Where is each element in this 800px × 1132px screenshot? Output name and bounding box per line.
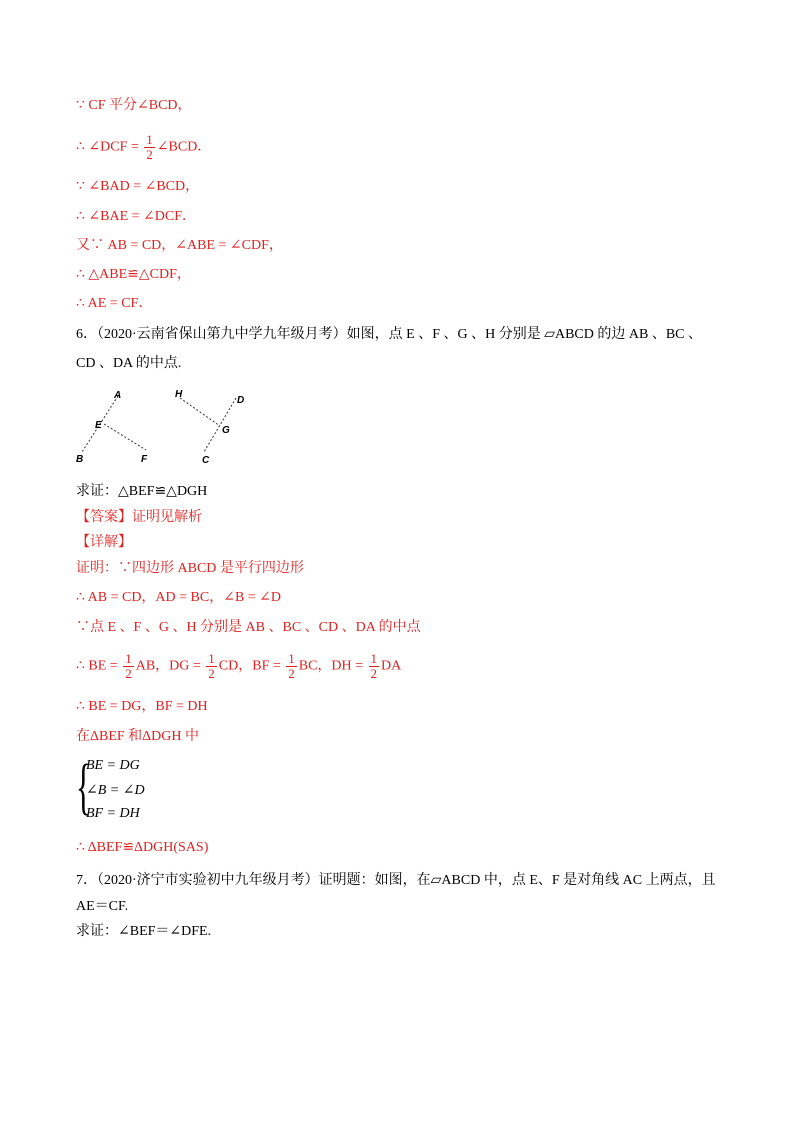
label-h: H xyxy=(175,389,183,400)
proof-line-2-left: ∴ ∠DCF = xyxy=(76,139,143,155)
label-f: F xyxy=(141,454,148,465)
fraction-half: $\frac{1}{2}$ xyxy=(146,132,153,162)
q6-answer: 【答案】证明见解析 xyxy=(76,510,202,525)
q6-step-6: 在ΔBEF 和ΔDGH 中 xyxy=(76,729,200,744)
label-e: E xyxy=(95,420,102,431)
label-c: C xyxy=(202,455,210,466)
proof-line-7: ∴ AE = CF． xyxy=(76,296,153,311)
label-d: D xyxy=(237,395,245,406)
proof-line-6: ∴ △ABE≌△CDF， xyxy=(76,267,191,282)
system-row-3: BF = DH xyxy=(86,806,140,821)
proof-line-3: ∵ ∠BAD = ∠BCD， xyxy=(76,179,200,194)
proof-line-4: ∴ ∠BAE = ∠DCF． xyxy=(76,209,196,224)
q6-header-line-2: CD 、DA 的中点. xyxy=(76,356,182,371)
segment-ef xyxy=(104,424,146,450)
segment-hg xyxy=(180,398,220,426)
q6-conclusion: ∴ ΔBEF≌ΔDGH(SAS) xyxy=(76,840,209,855)
q6-step-2: ∴ AB = CD，AD = BC，∠B = ∠D xyxy=(76,590,282,605)
q6-step-1: 证明：∵四边形 ABCD 是平行四边形 xyxy=(76,561,304,576)
equation-system xyxy=(76,753,196,828)
q6-detail-heading: 【详解】 xyxy=(76,535,132,550)
label-b: B xyxy=(76,454,84,465)
q7-line-1: 7．（2020·济宁市实验初中九年级月考）证明题：如图，在▱ABCD 中，点 E、F 是对角线 AC 上两点，且 xyxy=(76,873,716,888)
q6-step-5: ∴ BE = DG，BF = DH xyxy=(76,699,208,714)
q6-figure xyxy=(74,386,264,470)
q6-header-line-1: 6．（2020·云南省保山第九中学九年级月考）如图，点 E 、F 、G 、H 分别是 ▱ABCD 的边 AB 、BC 、 xyxy=(76,327,703,342)
proof-line-2-right: ∠BCD． xyxy=(156,139,212,155)
label-a: A xyxy=(114,390,122,401)
q6-step-3: ∵点 E 、F 、G 、H 分别是 AB 、BC 、CD 、DA 的中点 xyxy=(76,620,421,635)
q6-step-4: ∴ BE = $\frac{1}{2}$ AB，DG = $\frac{1}{2}$ CD，BF = $\frac{1}{2}$ BC，DH = $\frac{1}{2}$ DA xyxy=(76,651,402,681)
system-row-2: ∠B = ∠D xyxy=(86,783,145,798)
label-g: G xyxy=(222,425,230,436)
system-row-1: BE = DG xyxy=(86,758,140,773)
segment-dc xyxy=(204,398,236,452)
q7-line-2: AE＝CF. xyxy=(76,899,129,914)
q7-prove: 求证：∠BEF＝∠DFE. xyxy=(76,924,212,939)
q6-prove: 求证：△BEF≌△DGH xyxy=(76,484,208,499)
proof-line-2 xyxy=(76,133,211,162)
brace-symbol: { xyxy=(76,753,91,821)
proof-line-5: 又∵ AB = CD，∠ABE = ∠CDF， xyxy=(76,238,283,253)
proof-line-1: ∵ CF 平分∠BCD， xyxy=(76,98,192,113)
